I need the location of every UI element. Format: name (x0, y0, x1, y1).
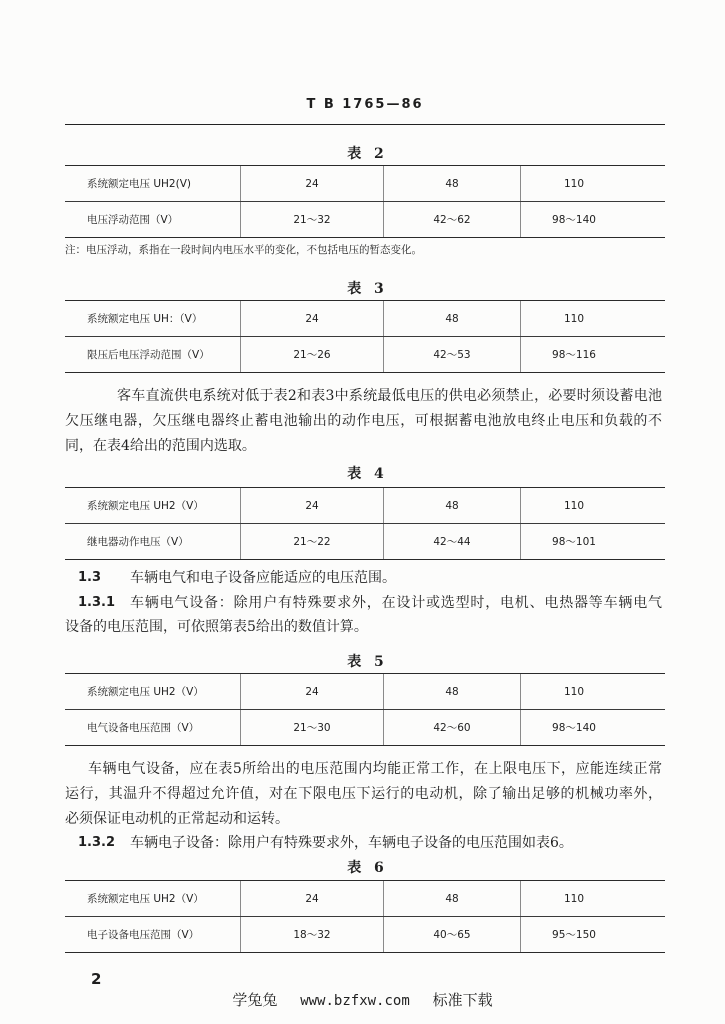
table-3-caption: 表 3 (347, 281, 388, 297)
table-3 (65, 300, 665, 373)
section-1-3-2 (65, 831, 662, 855)
section-1-3-1 (65, 591, 662, 639)
table-cell: 48 (383, 881, 520, 916)
table-row (65, 336, 665, 372)
section-text-line: 车辆电气设备：除用户有特殊要求外，在设计或选型时，电机、电热器等车辆电气 (130, 595, 662, 611)
table-2 (65, 165, 665, 238)
table-cell: 40～65 (383, 917, 520, 952)
table-cell: 42～44 (383, 524, 520, 559)
table-cell: 110 (520, 488, 665, 523)
table-cell-label: 电气设备电压范围（V） (87, 722, 200, 734)
footer-site-name: 学兔兔 (232, 991, 278, 1009)
table-cell: 24 (240, 881, 383, 916)
table-6 (65, 880, 665, 953)
table-cell: 95～150 (520, 917, 665, 952)
section-number: 1.3 (78, 570, 102, 585)
table-cell: 21～30 (240, 710, 383, 745)
table-cell-label: 系统额定电压 UH：（V） (87, 313, 203, 325)
section-number: 1.3.2 (78, 835, 116, 850)
table-cell: 98～116 (520, 337, 665, 372)
section-text-line: 设备的电压范围，可依照第表5给出的数值计算。 (65, 619, 368, 635)
table-4-caption: 表 4 (347, 466, 388, 482)
table-row (65, 916, 665, 952)
paragraph-electrical-equipment (65, 757, 662, 832)
table-cell: 21～22 (240, 524, 383, 559)
table-row (65, 674, 665, 709)
table-cell: 110 (520, 301, 665, 336)
table-row (65, 523, 665, 559)
table-cell-label: 系统额定电压 UH2(V) (87, 178, 191, 190)
table-cell-label: 系统额定电压 UH2（V） (87, 893, 204, 905)
section-heading: 车辆电气和电子设备应能适应的电压范围。 (130, 570, 396, 586)
paragraph-line: 必须保证电动机的正常起动和运转。 (65, 811, 289, 827)
table-row (65, 301, 665, 336)
table-cell: 21～32 (240, 202, 383, 237)
table-cell-label: 限压后电压浮动范围（V） (87, 349, 210, 361)
table-cell: 42～60 (383, 710, 520, 745)
table-5 (65, 673, 665, 746)
table-cell: 24 (240, 488, 383, 523)
table-cell: 48 (383, 301, 520, 336)
footer-url: www.bzfxw.com (300, 993, 410, 1009)
paragraph-line: 客车直流供电系统对低于表2和表3中系统最低电压的供电必须禁止，必要时须设蓄电池 (117, 388, 662, 404)
table-cell: 42～53 (383, 337, 520, 372)
table-row (65, 488, 665, 523)
table-6-caption: 表 6 (347, 860, 388, 876)
table-cell-label: 继电器动作电压（V） (87, 536, 189, 548)
table-cell: 48 (383, 674, 520, 709)
table-4 (65, 487, 665, 560)
page-number: 2 (91, 970, 102, 988)
paragraph-line: 车辆电气设备，应在表5所给出的电压范围内均能正常工作，在上限电压下，应能连续正常 (88, 761, 662, 777)
section-1-3 (65, 566, 662, 590)
table-cell-label: 电子设备电压范围（V） (87, 929, 200, 941)
table-cell: 21～26 (240, 337, 383, 372)
footer-watermark (0, 989, 725, 1010)
header-rule (65, 124, 665, 125)
table-cell: 48 (383, 488, 520, 523)
paragraph-line: 运行，其温升不得超过允许值，对在下限电压下运行的电动机，除了输出足够的机械功率外， (65, 786, 662, 802)
paragraph-line: 欠压继电器，欠压继电器终止蓄电池输出的动作电压，可根据蓄电池放电终止电压和负载的不 (65, 413, 662, 429)
table-cell: 98～140 (520, 202, 665, 237)
paragraph-undervoltage-relay (65, 384, 662, 459)
table-cell: 18～32 (240, 917, 383, 952)
table-cell: 110 (520, 674, 665, 709)
table-cell: 110 (520, 881, 665, 916)
table-2-note: 注：电压浮动，系指在一段时间内电压水平的变化，不包括电压的暂态变化。 (65, 244, 422, 256)
section-number: 1.3.1 (78, 595, 116, 610)
table-cell: 110 (520, 166, 665, 201)
section-text-line: 车辆电子设备：除用户有特殊要求外，车辆电子设备的电压范围如表6。 (130, 835, 573, 851)
table-row (65, 201, 665, 237)
table-cell: 24 (240, 674, 383, 709)
table-cell-label: 系统额定电压 UH2（V） (87, 686, 204, 698)
table-cell: 42～62 (383, 202, 520, 237)
footer-label: 标准下载 (432, 991, 493, 1009)
table-cell-label: 电压浮动范围（V） (87, 214, 179, 226)
table-row (65, 709, 665, 745)
table-cell: 48 (383, 166, 520, 201)
standard-code: T B 1765—86 (306, 97, 424, 112)
table-cell: 98～101 (520, 524, 665, 559)
table-cell-label: 系统额定电压 UH2（V） (87, 500, 204, 512)
table-5-caption: 表 5 (347, 654, 388, 670)
paragraph-line: 同，在表4给出的范围内选取。 (65, 438, 256, 454)
table-2-caption: 表 2 (347, 146, 388, 162)
table-row (65, 166, 665, 201)
table-cell: 24 (240, 166, 383, 201)
table-cell: 98～140 (520, 710, 665, 745)
table-cell: 24 (240, 301, 383, 336)
table-row (65, 881, 665, 916)
